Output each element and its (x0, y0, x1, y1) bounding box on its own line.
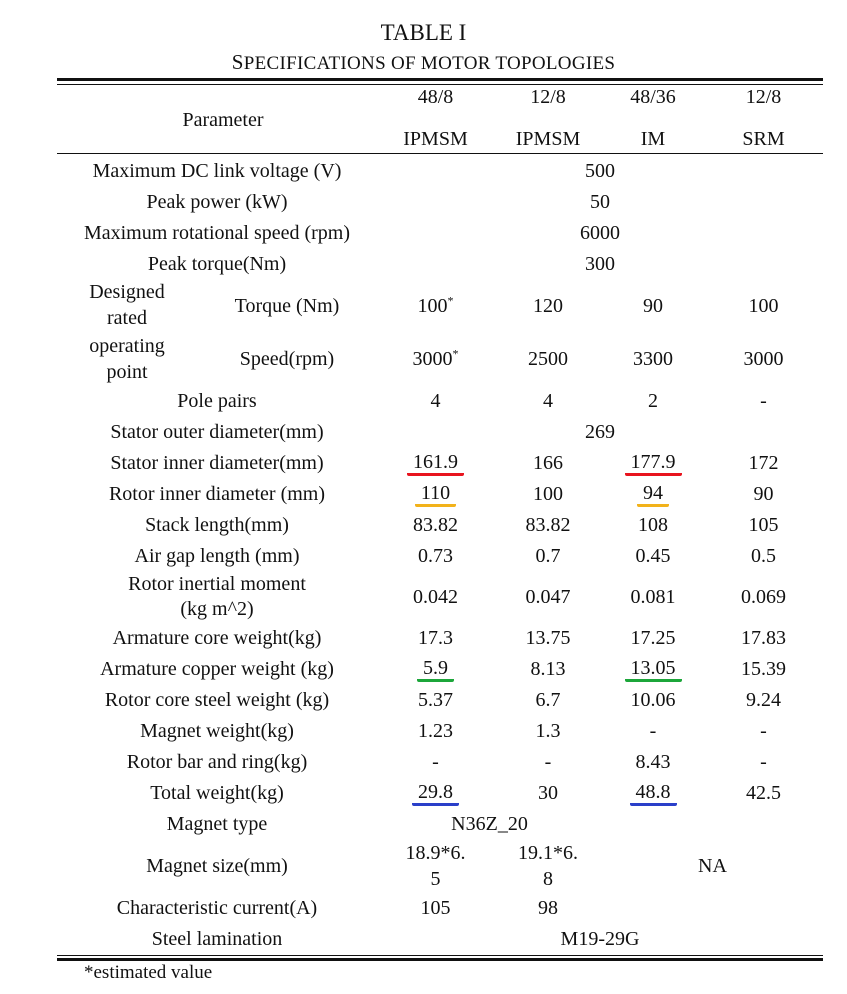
header-type: IM (640, 128, 666, 150)
header-type: SRM (742, 128, 785, 150)
row-label: Stator outer diameter(mm) (110, 420, 324, 443)
cell-value: 4 (543, 389, 553, 412)
cell-value: 1.3 (535, 719, 561, 742)
table-row (57, 447, 823, 478)
row-label: Stack length(mm) (145, 513, 289, 536)
rated-group-label (57, 279, 197, 332)
highlight-underline-green: 5.9 (417, 657, 454, 682)
cell-value: 6000 (580, 221, 620, 244)
cell-value: 105 (748, 513, 779, 536)
cell-value: 17.25 (630, 626, 676, 649)
header-row-topology (57, 85, 823, 109)
speed-value: 3000 (412, 347, 453, 370)
cell-value: 0.081 (630, 585, 676, 608)
table-row (57, 540, 823, 571)
highlight-underline-yellow: 94 (637, 482, 669, 507)
row-label: Armature core weight(kg) (112, 626, 322, 649)
cell-value: 100 (748, 294, 779, 317)
cell-value: - (649, 719, 657, 742)
torque-value: 100 (417, 294, 448, 317)
highlight-underline-red: 177.9 (625, 451, 682, 476)
row-label: Total weight(kg) (150, 781, 284, 804)
row-label: Rotor bar and ring(kg) (126, 750, 308, 773)
row-label: Magnet weight(kg) (140, 719, 294, 742)
row-label: Stator inner diameter(mm) (110, 451, 324, 474)
cell-value: 1.23 (418, 719, 453, 742)
cell-value: 13.75 (525, 626, 571, 649)
cell-value (377, 279, 494, 332)
table-row (57, 478, 823, 509)
cell-value: 166 (533, 451, 563, 474)
cell-value: 3000 (743, 347, 784, 370)
cell-value: 30 (538, 781, 558, 804)
cell-value: 0.5 (751, 544, 776, 567)
cell-value (377, 332, 494, 385)
cell-value (704, 808, 823, 839)
row-label (57, 571, 377, 622)
row-label: Characteristic current(A) (116, 896, 318, 919)
row-label: Peak power (kW) (146, 190, 288, 213)
rated-group-label-line: point (106, 360, 148, 383)
cell-value: - (760, 750, 767, 773)
cell-value (602, 777, 704, 808)
table-row (57, 715, 823, 746)
table-row (57, 684, 823, 715)
cell-value (602, 808, 704, 839)
cell-value: 4 (430, 389, 441, 412)
table-row (57, 279, 823, 332)
row-label-line: (kg m^2) (180, 597, 254, 620)
table-row (57, 385, 823, 416)
cell-value: 0.7 (535, 544, 561, 567)
row-label-line: Rotor inertial moment (128, 572, 306, 595)
bottom-rule-thin (57, 955, 823, 956)
header-parameter: Parameter (182, 109, 264, 131)
cell-value (704, 892, 823, 923)
cell-value: 100 (533, 482, 563, 505)
highlight-underline-blue: 29.8 (412, 781, 459, 806)
cell-value-line: 18.9*6. (405, 841, 466, 864)
cell-value: 0.047 (525, 585, 571, 608)
header-topology: 12/8 (745, 86, 782, 108)
table-row (57, 839, 823, 892)
cell-value: 6.7 (535, 688, 561, 711)
spec-table (57, 85, 823, 954)
row-label: Pole pairs (177, 389, 257, 412)
cell-value: 172 (748, 451, 779, 474)
cell-value: 269 (585, 420, 615, 443)
table-row (57, 622, 823, 653)
rated-group-label-line: rated (107, 307, 147, 329)
table-row (57, 808, 823, 839)
rated-point-label (57, 279, 377, 385)
cell-value-line: 8 (543, 867, 553, 890)
row-label: Peak torque(Nm) (147, 252, 287, 275)
row-label: Air gap length (mm) (134, 544, 300, 567)
cell-value: 8.43 (635, 750, 671, 773)
cell-value (377, 777, 494, 808)
cell-value: 120 (533, 294, 563, 317)
rated-group-label (57, 332, 197, 385)
cell-value: 108 (638, 513, 668, 536)
table-row (57, 155, 823, 186)
table-row (57, 416, 823, 447)
cell-value: 10.06 (630, 688, 676, 711)
cell-value: M19-29G (560, 927, 640, 950)
highlight-underline-green: 13.05 (625, 657, 682, 682)
cell-value: 42.5 (746, 781, 781, 804)
cell-value-line: 5 (430, 867, 441, 890)
header-topology: 48/36 (630, 86, 676, 108)
table-title (0, 50, 847, 75)
estimated-marker: * (447, 292, 454, 307)
table-row (57, 777, 823, 808)
cell-value: 300 (585, 252, 615, 275)
cell-value: - (544, 750, 552, 773)
cell-value: 0.73 (418, 544, 453, 567)
cell-value: 2500 (528, 347, 568, 370)
cell-value: 105 (420, 896, 451, 919)
cell-value: 0.042 (413, 585, 458, 608)
row-label: Magnet type (166, 812, 268, 835)
cell-value (377, 839, 494, 892)
table-row (57, 923, 823, 954)
bottom-rule (57, 958, 823, 961)
cell-value: 50 (590, 190, 610, 213)
cell-value (377, 653, 494, 684)
cell-value: N36Z_20 (451, 812, 528, 835)
table-title-rest: PECIFICATIONS OF MOTOR TOPOLOGIES (243, 53, 616, 74)
row-label: Rotor core steel weight (kg) (104, 688, 330, 711)
cell-value: 9.24 (746, 688, 781, 711)
cell-value: 98 (538, 896, 558, 919)
cell-value: 0.45 (635, 544, 671, 567)
highlight-underline-yellow: 110 (415, 482, 456, 507)
cell-value: 2 (648, 389, 658, 412)
row-label: Magnet size(mm) (146, 854, 288, 877)
table-row (57, 746, 823, 777)
row-label: Armature copper weight (kg) (100, 657, 334, 680)
estimated-marker: * (452, 345, 459, 360)
table-row (57, 653, 823, 684)
cell-value: 90 (643, 294, 663, 317)
cell-value: 8.13 (530, 657, 566, 680)
cell-value: 17.83 (741, 626, 786, 649)
table-row (57, 217, 823, 248)
highlight-underline-red: 161.9 (407, 451, 464, 476)
header-type: IPMSM (403, 128, 468, 150)
cell-value: 15.39 (741, 657, 786, 680)
table-row (57, 248, 823, 279)
header-topology: 12/8 (530, 86, 566, 108)
cell-value: - (432, 750, 439, 773)
rated-group-label-line: operating (89, 334, 165, 357)
cell-value: 83.82 (413, 513, 458, 536)
table-label: TABLE I (380, 20, 467, 45)
footnote: *estimated value (84, 962, 213, 983)
cell-value: 5.37 (418, 688, 453, 711)
speed-label: Speed(rpm) (239, 347, 335, 370)
cell-value (377, 447, 494, 478)
row-label: Steel lamination (151, 927, 283, 950)
cell-value (377, 478, 494, 509)
table-row (57, 509, 823, 540)
table-row (57, 892, 823, 923)
rated-point-subtable (57, 279, 377, 385)
cell-value (494, 839, 602, 892)
rated-group-label-line: Designed (89, 281, 165, 303)
cell-value: - (760, 719, 767, 742)
cell-value: 0.069 (741, 585, 786, 608)
row-label: Rotor inner diameter (mm) (108, 482, 326, 505)
table-row (57, 186, 823, 217)
highlight-underline-blue: 48.8 (630, 781, 677, 806)
top-rule (57, 78, 823, 81)
cell-value (602, 892, 704, 923)
row-label: Maximum rotational speed (rpm) (83, 221, 351, 244)
cell-value: 17.3 (418, 626, 453, 649)
torque-label: Torque (Nm) (234, 294, 340, 317)
cell-value (602, 447, 704, 478)
cell-value-line: 19.1*6. (518, 841, 578, 864)
cell-value (602, 478, 704, 509)
table-title-initial: S (231, 50, 244, 74)
header-type: IPMSM (515, 128, 581, 150)
cell-value: NA (698, 854, 727, 877)
table-row (57, 571, 823, 622)
header-topology: 48/8 (417, 86, 454, 108)
cell-value: 3300 (633, 347, 673, 370)
cell-value: 500 (585, 159, 615, 182)
cell-value: 90 (753, 482, 774, 505)
cell-value: - (760, 389, 767, 412)
cell-value (602, 653, 704, 684)
cell-value: 83.82 (525, 513, 571, 536)
row-label: Maximum DC link voltage (V) (92, 159, 342, 182)
